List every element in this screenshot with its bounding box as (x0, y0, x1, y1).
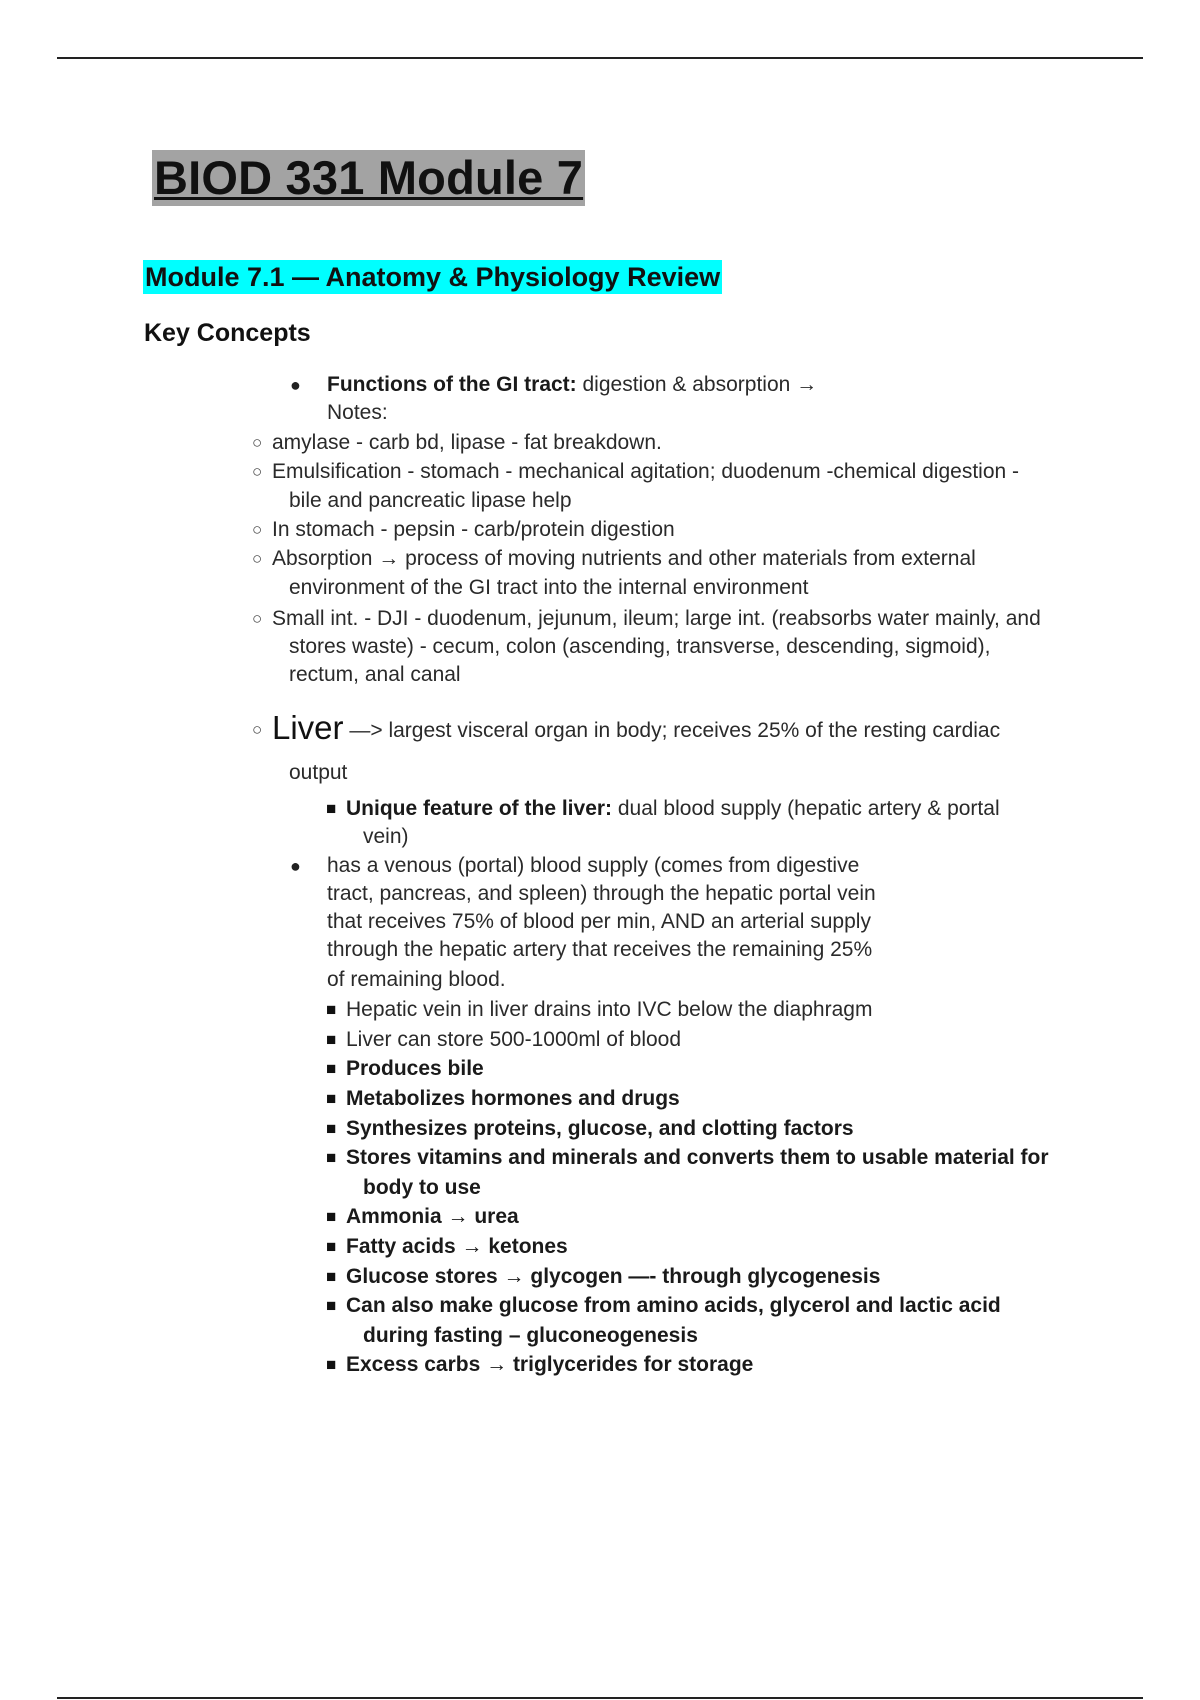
square-glyph: ■ (326, 1059, 337, 1078)
bullet-glyph: ● (290, 856, 301, 876)
note-item: Absorption → process of moving nutrients and other materials from external (272, 547, 976, 570)
liver-text: —> largest visceral organ in body; receives 25% of the resting cardiac (343, 719, 1001, 742)
note-item: In stomach - pepsin - carb/protein digestion (272, 518, 675, 541)
liver-fact: Can also make glucose from amino acids, glycerol and lactic acid (346, 1294, 1001, 1317)
liver-word: Liver (272, 709, 344, 746)
liver-fact: Hepatic vein in liver drains into IVC below the diaphragm (346, 998, 873, 1021)
square-glyph: ■ (326, 1000, 337, 1019)
square-glyph: ■ (326, 1148, 337, 1167)
venous-line: of remaining blood. (327, 968, 506, 991)
gi-functions-line (327, 372, 817, 398)
note-item: Small int. - DJI - duodenum, jejunum, ileum; large int. (reabsorbs water mainly, and (272, 607, 1041, 630)
note-item-continued: stores waste) - cecum, colon (ascending, transverse, descending, sigmoid), (289, 635, 991, 658)
note-item-continued: environment of the GI tract into the internal environment (289, 576, 809, 599)
gi-functions-text: digestion & absorption → (576, 373, 818, 396)
liver-unique-text: dual blood supply (hepatic artery & portal (612, 797, 1000, 820)
liver-fact: Fatty acids → ketones (346, 1235, 568, 1258)
liver-fact: Ammonia → urea (346, 1205, 519, 1228)
top-rule (57, 57, 1143, 59)
square-glyph: ■ (326, 799, 337, 818)
liver-fact: Glucose stores → glycogen —- through glycogenesis (346, 1265, 881, 1288)
bullet-glyph: ● (290, 375, 301, 395)
circle-glyph: ○ (252, 520, 263, 539)
square-glyph: ■ (326, 1119, 337, 1138)
square-glyph: ■ (326, 1207, 337, 1226)
circle-glyph: ○ (252, 433, 263, 452)
note-item-continued: rectum, anal canal (289, 663, 461, 686)
liver-fact-continued: during fasting – gluconeogenesis (363, 1324, 698, 1347)
liver-text-continued: output (289, 761, 348, 784)
subheading-key-concepts: Key Concepts (144, 319, 311, 347)
square-glyph: ■ (326, 1355, 337, 1374)
venous-line: through the hepatic artery that receives the remaining 25% (327, 938, 873, 961)
liver-fact: Excess carbs → triglycerides for storage (346, 1353, 754, 1376)
page-title: BIOD 331 Module 7 (154, 151, 584, 204)
liver-fact: Liver can store 500-1000ml of blood (346, 1028, 682, 1051)
venous-line: tract, pancreas, and spleen) through the hepatic portal vein (327, 882, 876, 905)
circle-glyph: ○ (252, 549, 263, 568)
notes-label: Notes: (327, 401, 388, 424)
circle-glyph: ○ (252, 462, 263, 481)
liver-line (272, 710, 1000, 749)
liver-fact: Metabolizes hormones and drugs (346, 1087, 680, 1110)
liver-fact: Synthesizes proteins, glucose, and clotting factors (346, 1117, 854, 1140)
liver-unique-line (346, 796, 1000, 822)
venous-line: has a venous (portal) blood supply (comes from digestive (327, 854, 860, 877)
liver-unique-label: Unique feature of the liver: (346, 797, 613, 820)
note-item-continued: bile and pancreatic lipase help (289, 489, 572, 512)
liver-fact-continued: body to use (363, 1176, 481, 1199)
section-heading: Module 7.1 — Anatomy & Physiology Review (145, 262, 721, 292)
venous-line: that receives 75% of blood per min, AND an arterial supply (327, 910, 871, 933)
circle-glyph: ○ (252, 720, 263, 739)
gi-functions-label: Functions of the GI tract: (327, 373, 577, 396)
note-item: amylase - carb bd, lipase - fat breakdown. (272, 431, 662, 454)
liver-fact: Produces bile (346, 1057, 484, 1080)
circle-glyph: ○ (252, 609, 263, 628)
liver-unique-continued: vein) (363, 825, 409, 848)
square-glyph: ■ (326, 1030, 337, 1049)
square-glyph: ■ (326, 1237, 337, 1256)
square-glyph: ■ (326, 1296, 337, 1315)
square-glyph: ■ (326, 1267, 337, 1286)
square-glyph: ■ (326, 1089, 337, 1108)
note-item: Emulsification - stomach - mechanical agitation; duodenum -chemical digestion - (272, 460, 1020, 483)
bottom-rule (57, 1697, 1143, 1699)
liver-fact: Stores vitamins and minerals and converts them to usable material for (346, 1146, 1049, 1169)
